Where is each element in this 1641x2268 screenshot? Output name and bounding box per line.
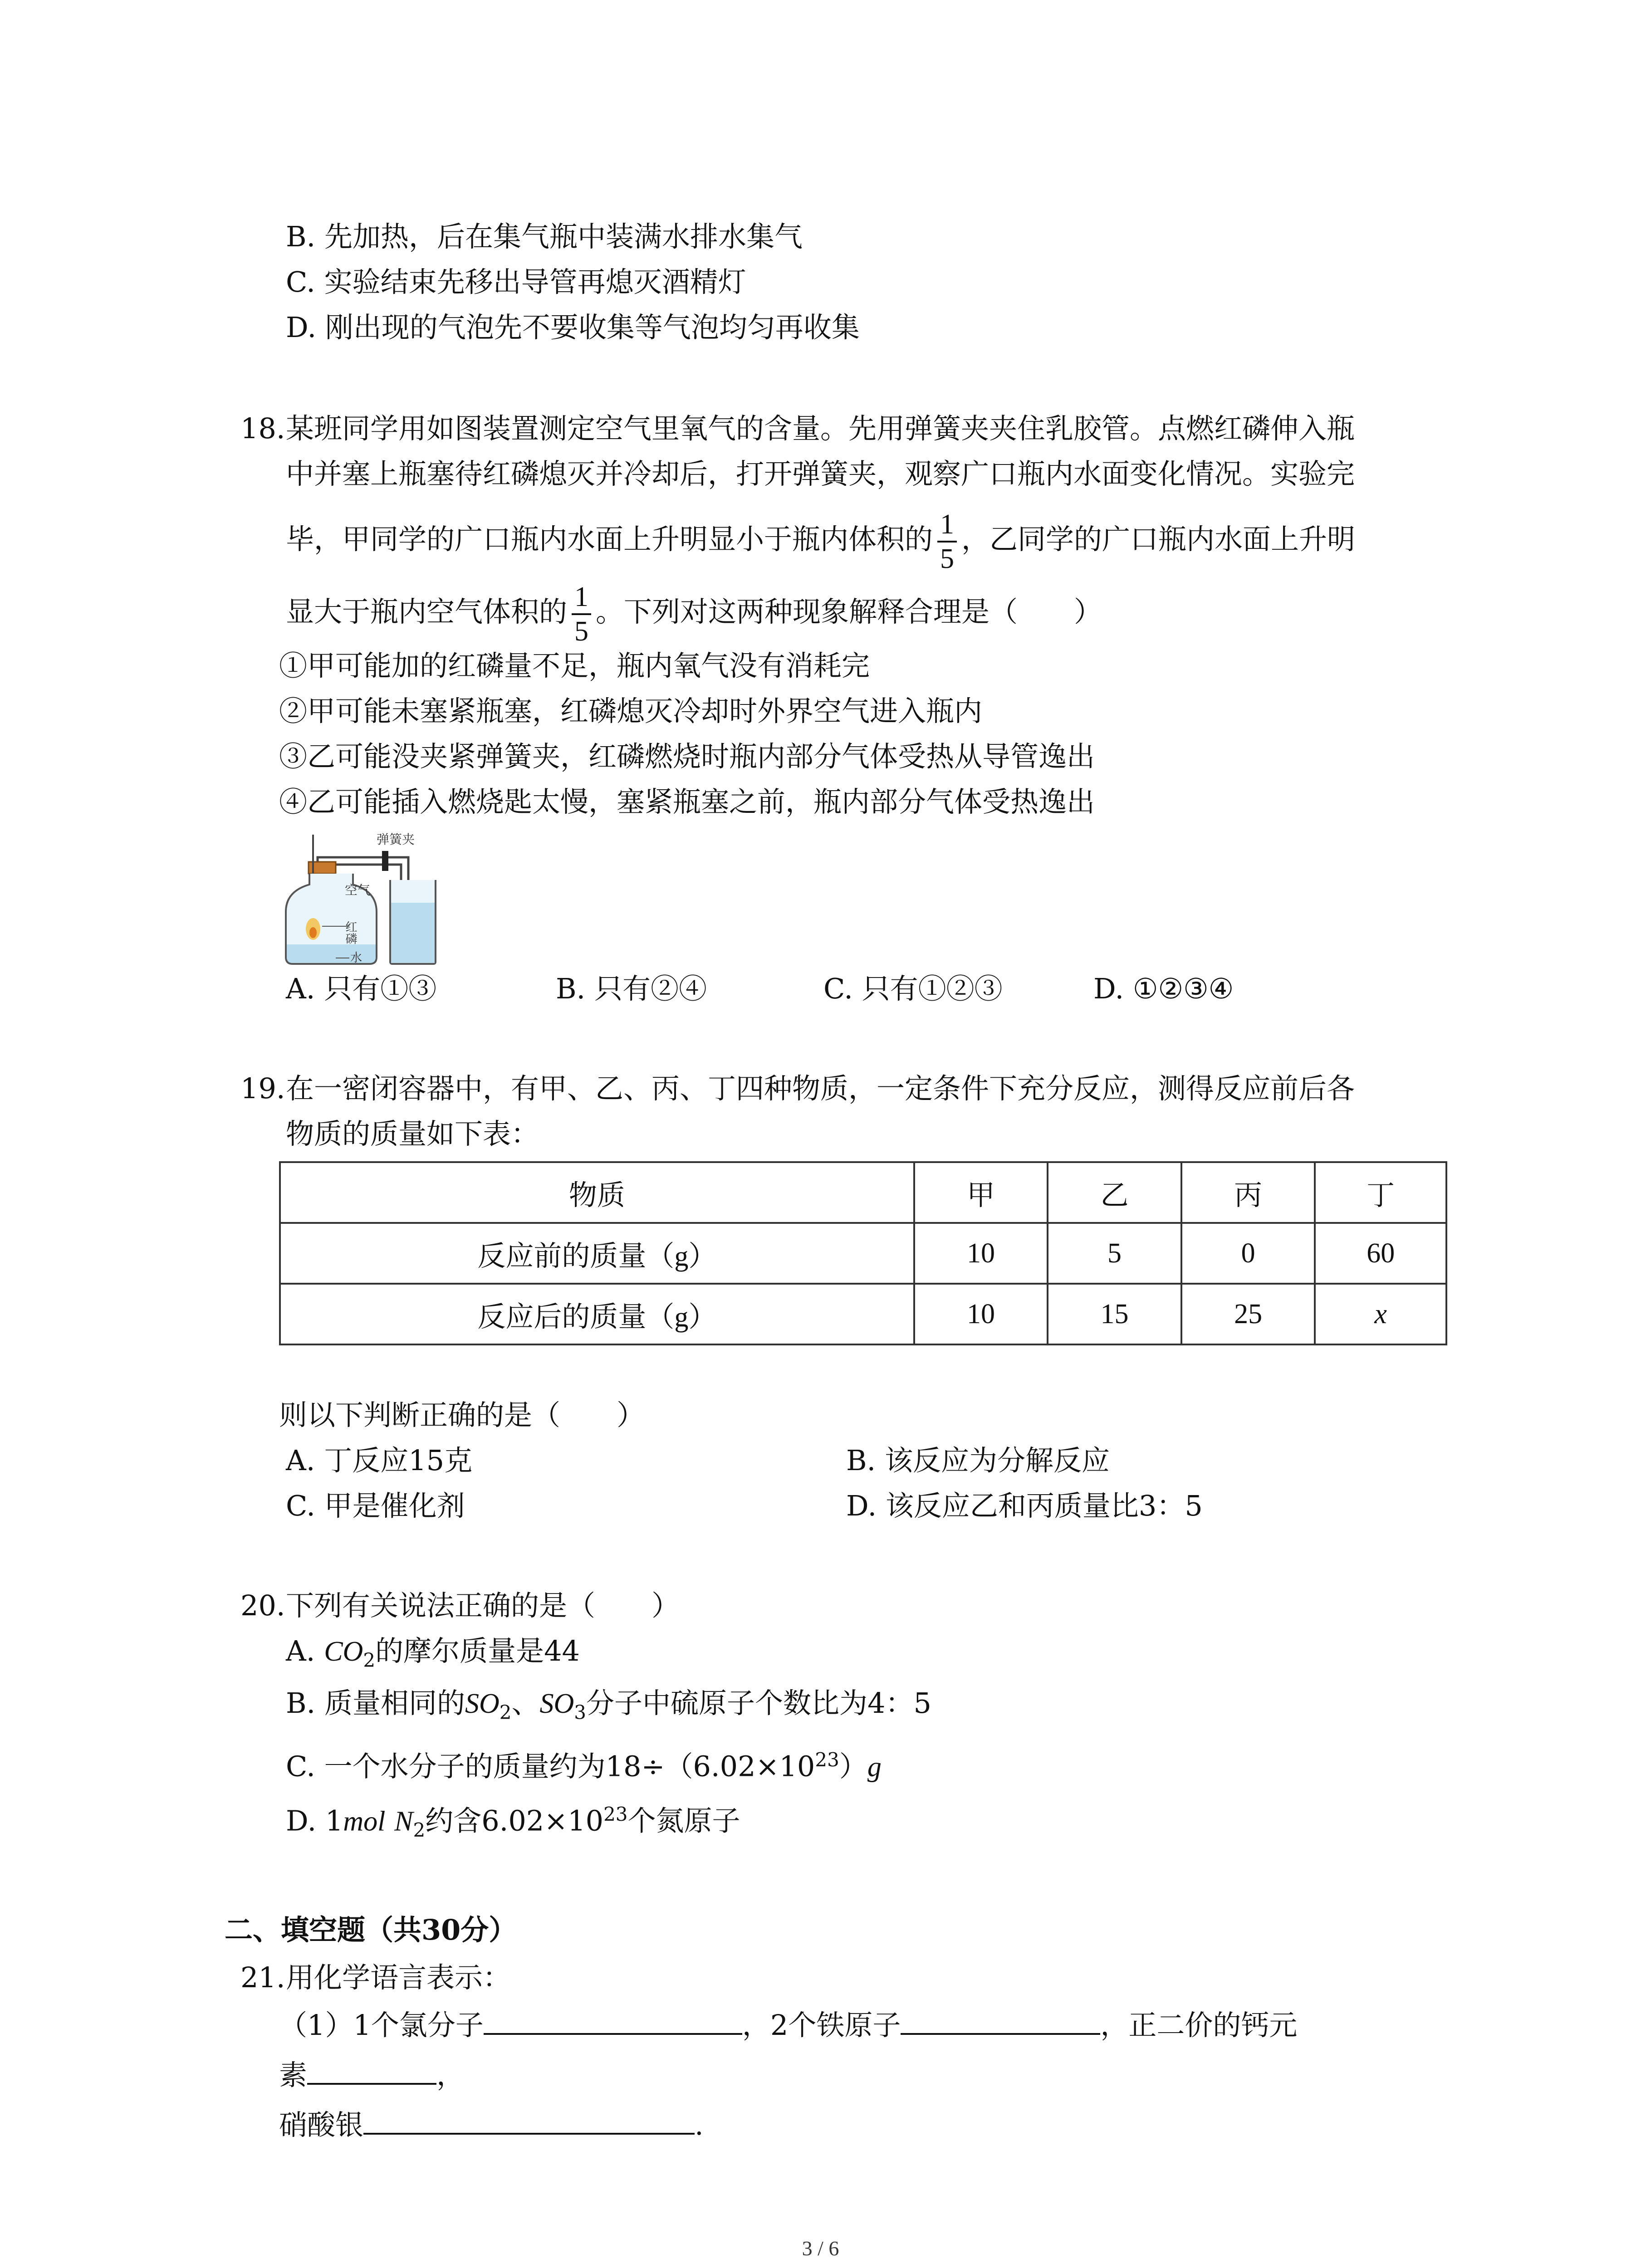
table-header-cell: 丁	[1315, 1162, 1446, 1223]
unit-g: g	[867, 1751, 882, 1783]
table-header-cell: 丙	[1181, 1162, 1315, 1223]
q20-b-sep: 、	[511, 1686, 540, 1720]
q17-option-c: C. 实验结束先移出导管再熄灭酒精灯	[286, 265, 746, 298]
q19-line2: 物质的质量如下表：	[286, 1117, 539, 1150]
table-header-cell: 甲	[914, 1162, 1048, 1223]
q18-text-1: 某班同学用如图装置测定空气里氧气的含量。先用弹簧夹夹住乳胶管。点燃红磷伸入瓶	[286, 412, 1355, 445]
air-label: 空气	[345, 883, 371, 898]
water-label: 水	[350, 951, 362, 965]
table-cell: 0	[1181, 1223, 1315, 1284]
q18-statement-4: ④乙可能插入燃烧匙太慢，塞紧瓶塞之前，瓶内部分气体受热逸出	[279, 785, 1095, 818]
q18-line3	[286, 508, 1355, 575]
q18-statement-2: ②甲可能未塞紧瓶塞，红磷熄灭冷却时外界空气进入瓶内	[279, 694, 983, 728]
q18-option-b: B. 只有②④	[556, 972, 707, 1005]
table-cell: 15	[1048, 1284, 1181, 1344]
q18-line1	[240, 411, 1355, 447]
q17-option-b: B. 先加热，后在集气瓶中装满水排水集气	[286, 220, 803, 253]
phosphorus-label: 红磷	[343, 921, 357, 944]
q18-text-4a: 显大于瓶内空气体积的	[286, 595, 568, 629]
q19-number: 19.	[240, 1072, 285, 1105]
q20-d-text: 个氮原子	[627, 1804, 740, 1838]
so3-subscript: 3	[574, 1701, 587, 1724]
water-in-bottle	[287, 944, 376, 963]
table-header-row	[280, 1162, 1446, 1223]
q19-option-a: A. 丁反应15克	[286, 1444, 473, 1477]
q21-text-iron: ，2个铁原子	[742, 2009, 901, 2042]
unit-mol: mol	[343, 1806, 386, 1837]
burning-phosphorus-icon	[309, 927, 317, 938]
table-cell: 10	[914, 1284, 1048, 1344]
so3-formula: SO	[539, 1688, 574, 1719]
q20-option-d	[286, 1796, 740, 1848]
apparatus-figure	[281, 826, 499, 971]
q20-number: 20.	[240, 1589, 285, 1622]
q21-part1-line2	[279, 2055, 465, 2093]
q18-text-4b: 。下列对这两种现象解释合理是（ ）	[596, 595, 1102, 629]
q19-text-1: 在一密闭容器中，有甲、乙、丙、丁四种物质，一定条件下充分反应，测得反应前后各	[286, 1072, 1355, 1105]
table-cell: 25	[1181, 1284, 1315, 1344]
q21-stem-line	[240, 1960, 511, 1996]
q20-a-prefix: A.	[286, 1634, 324, 1667]
q21-text-element: 素	[279, 2058, 308, 2092]
q19-option-b: B. 该反应为分解反应	[846, 1444, 1110, 1477]
q19-line1	[240, 1070, 1355, 1107]
q18-option-d: D. ①②③④	[1093, 972, 1234, 1005]
q20-c-close: ）	[839, 1750, 867, 1783]
q21-period: .	[695, 2108, 704, 2141]
water-in-beaker	[391, 903, 435, 963]
n2-formula: N	[394, 1806, 413, 1837]
q18-statement-1: ①甲可能加的红磷量不足，瓶内氧气没有消耗完	[279, 649, 870, 682]
n2-subscript: 2	[413, 1819, 426, 1842]
q19-prompt: 则以下判断正确的是（ ）	[279, 1398, 645, 1432]
q18-text-3b: ，乙同学的广口瓶内水面上升明	[961, 523, 1356, 556]
q18-line2: 中并塞上瓶塞待红磷熄灭并冷却后，打开弹簧夹，观察广口瓶内水面变化情况。实验完	[286, 457, 1355, 490]
fraction-one-fifth-2	[572, 581, 591, 648]
answer-blank-chlorine[interactable]	[484, 2005, 742, 2035]
exponent: 23	[815, 1749, 839, 1771]
q20-b-prefix: B. 质量相同的	[286, 1686, 465, 1720]
table-cell: 反应前的质量（g）	[280, 1223, 914, 1284]
answer-blank-silver-nitrate[interactable]	[363, 2105, 695, 2135]
q20-stem: 下列有关说法正确的是（ ）	[286, 1589, 680, 1622]
table-row	[280, 1223, 1446, 1284]
spring-clip-icon	[382, 851, 388, 871]
table-cell: 5	[1048, 1223, 1181, 1284]
q18-statement-3: ③乙可能没夹紧弹簧夹，红磷燃烧时瓶内部分气体受热从导管逸出	[279, 740, 1095, 773]
q20-c-prefix: C. 一个水分子的质量约为18÷（6.02×10	[286, 1750, 815, 1783]
q21-text-chlorine: （1）1个氯分子	[279, 2009, 484, 2042]
q21-number: 21.	[240, 1961, 285, 1994]
so2-formula: SO	[465, 1688, 500, 1719]
mass-table	[279, 1161, 1447, 1345]
table-header-cell: 物质	[280, 1162, 914, 1223]
table-cell: 10	[914, 1223, 1048, 1284]
q20-option-b	[286, 1685, 931, 1730]
fraction-numerator: 1	[572, 581, 591, 615]
q20-option-c	[286, 1742, 882, 1785]
page-number: 3 / 6	[802, 2237, 839, 2260]
q20-d-prefix: D. 1	[286, 1804, 343, 1838]
exponent: 23	[603, 1803, 628, 1825]
q21-comma: ，	[436, 2058, 465, 2092]
fraction-numerator: 1	[937, 508, 957, 543]
q21-stem: 用化学语言表示：	[286, 1961, 511, 1994]
q20-b-text: 分子中硫原子个数比为4：5	[586, 1686, 931, 1720]
co2-formula: CO	[324, 1636, 363, 1667]
q20-option-a	[286, 1633, 580, 1678]
q21-text-silver-nitrate: 硝酸银	[279, 2108, 364, 2141]
section-title: 二、填空题（共30分）	[225, 1913, 517, 1946]
answer-blank-iron[interactable]	[901, 2005, 1100, 2035]
q17-option-d: D. 刚出现的气泡先不要收集等气泡均匀再收集	[286, 311, 860, 344]
so2-subscript: 2	[499, 1701, 512, 1724]
table-header-cell: 乙	[1048, 1162, 1181, 1223]
q19-option-d: D. 该反应乙和丙质量比3：5	[846, 1489, 1203, 1522]
q20-a-text: 的摩尔质量是44	[375, 1634, 580, 1667]
q21-part1-line3	[279, 2105, 704, 2143]
fraction-one-fifth	[937, 508, 957, 575]
table-row	[280, 1284, 1446, 1344]
q18-line4	[286, 581, 1102, 648]
clip-label: 弹簧夹	[377, 832, 415, 847]
fraction-denominator: 5	[574, 616, 589, 647]
q18-option-c: C. 只有①②③	[823, 972, 1003, 1005]
q19-option-c: C. 甲是催化剂	[286, 1489, 465, 1522]
q20-d-mid: 约含6.02×10	[425, 1804, 604, 1838]
co2-subscript: 2	[363, 1649, 376, 1672]
q20-stem-line	[240, 1588, 680, 1624]
fraction-denominator: 5	[940, 543, 955, 574]
q18-number: 18.	[240, 412, 285, 445]
table-cell: x	[1315, 1284, 1446, 1344]
q18-text-3a: 毕，甲同学的广口瓶内水面上升明显小于瓶内体积的	[286, 523, 933, 556]
q18-option-a: A. 只有①③	[286, 972, 437, 1005]
answer-blank-calcium[interactable]	[307, 2055, 436, 2085]
q21-text-calcium: ，正二价的钙元	[1100, 2009, 1298, 2042]
table-cell: 60	[1315, 1223, 1446, 1284]
q21-part1-line1	[279, 2005, 1297, 2043]
table-cell: 反应后的质量（g）	[280, 1284, 914, 1344]
